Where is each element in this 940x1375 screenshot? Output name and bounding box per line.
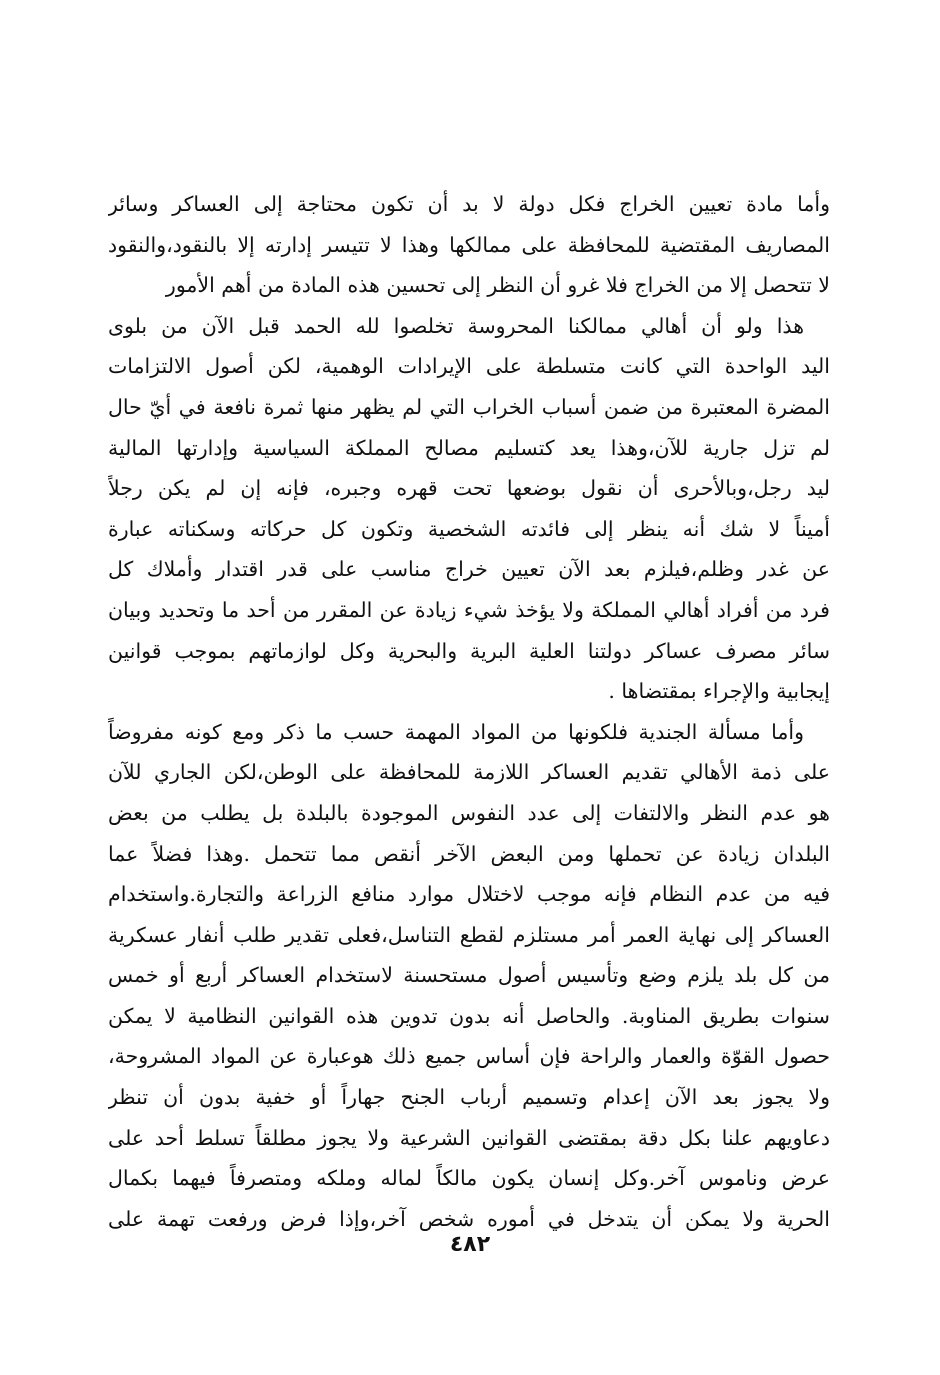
text-line: على ذمة الأهالي تقديم العساكر اللازمة للمحافظة على الوطن،لكن الجاري للآن (108, 760, 830, 785)
text-line: من كل بلد يلزم وضع وتأسيس أصول مستحسنة لاستخدام العساكر أربع أو خمس (108, 963, 830, 988)
text-line: دعاويهم علنا بكل دقة بمقتضى القوانين الشرعية ولا يجوز مطلقاً تسلط أحد على (108, 1125, 830, 1150)
text-line: اليد الواحدة التي كانت متسلطة على الإيرادات الوهمية، لكن أصول الالتزامات (108, 354, 830, 379)
text-line: أميناً لا شك أنه ينظر إلى فائدته الشخصية وتكون كل حركاته وسكناته عبارة (108, 516, 830, 541)
text-line: العساكر إلى نهاية العمر أمر مستلزم لقطع التناسل،فعلى تقدير طلب أنفار عسكرية (108, 922, 830, 947)
text-line: المصاريف المقتضية للمحافظة على ممالكها وهذا لا تتيسر إدارته إلا بالنقود،والنقود (108, 232, 830, 257)
text-line: عرض وناموس آخر.وكل إنسان يكون مالكاً لماله وملكه ومتصرفاً فيهما بكمال (108, 1166, 830, 1191)
text-line: إيجابية والإجراء بمقتضاها . (608, 679, 830, 704)
page-number: ٤٨٢ (449, 1232, 491, 1257)
text-line: هو عدم النظر والالتفات إلى عدد النفوس الموجودة بالبلدة بل يطلب من بعض (108, 800, 830, 825)
text-line: الحرية ولا يمكن أن يتدخل في أموره شخص آخر،وإذا فرض ورفعت تهمة على (108, 1206, 830, 1231)
text-line: المضرة المعتبرة من ضمن أسباب الخراب التي لم يظهر منها ثمرة نافعة في أيّ حال (108, 394, 830, 419)
text-line: وأما مادة تعيين الخراج فكل دولة لا بد أن تكون محتاجة إلى العساكر وسائر (108, 192, 830, 216)
text-line: ليد رجل،وبالأحرى أن نقول بوضعها تحت قهره وجبره، فإنه إن لم يكن رجلاً (108, 476, 830, 501)
text-line: وأما مسألة الجندية فلكونها من المواد المهمة حسب ما ذكر ومع كونه مفروضاً (108, 719, 804, 744)
text-line: هذا ولو أن أهالي ممالكنا المحروسة تخلصوا لله الحمد قبل الآن من بلوى (108, 313, 804, 338)
body-text (108, 184, 830, 1239)
text-line: لم تزل جارية للآن،وهذا يعد كتسليم مصالح المملكة السياسية وإدارتها المالية (108, 435, 830, 460)
text-line: فرد من أفراد أهالي المملكة ولا يؤخذ شيء زيادة عن المقرر من أحد ما وتحديد وبيان (108, 597, 830, 622)
text-line: البلدان زيادة عن تحملها ومن البعض الآخر أنقص مما تتحمل .وهذا فضلاً عما (108, 841, 830, 866)
text-line: فيه من عدم النظام فإنه موجب لاختلال موارد منافع الزراعة والتجارة.واستخدام (108, 882, 830, 907)
text-line: سنوات بطريق المناوبة. والحاصل أنه بدون تدوين هذه القوانين النظامية لا يمكن (108, 1003, 830, 1028)
text-line: ولا يجوز بعد الآن إعدام وتسميم أرباب الجنح جهاراً أو خفية بدون أن تنظر (108, 1085, 830, 1110)
text-line: سائر مصرف عساكر دولتنا العلية البرية والبحرية وكل لوازماتهم بموجب قوانين (108, 638, 830, 663)
text-line: لا تتحصل إلا من الخراج فلا غرو أن النظر إلى تحسين هذه المادة من أهم الأمور (165, 273, 830, 298)
text-line: عن غدر وظلم،فيلزم بعد الآن تعيين خراج مناسب على قدر اقتدار وأملاك كل (108, 557, 830, 582)
text-line: حصول القوّة والعمار والراحة فإن أساس جميع ذلك هوعبارة عن المواد المشروحة، (108, 1044, 830, 1069)
